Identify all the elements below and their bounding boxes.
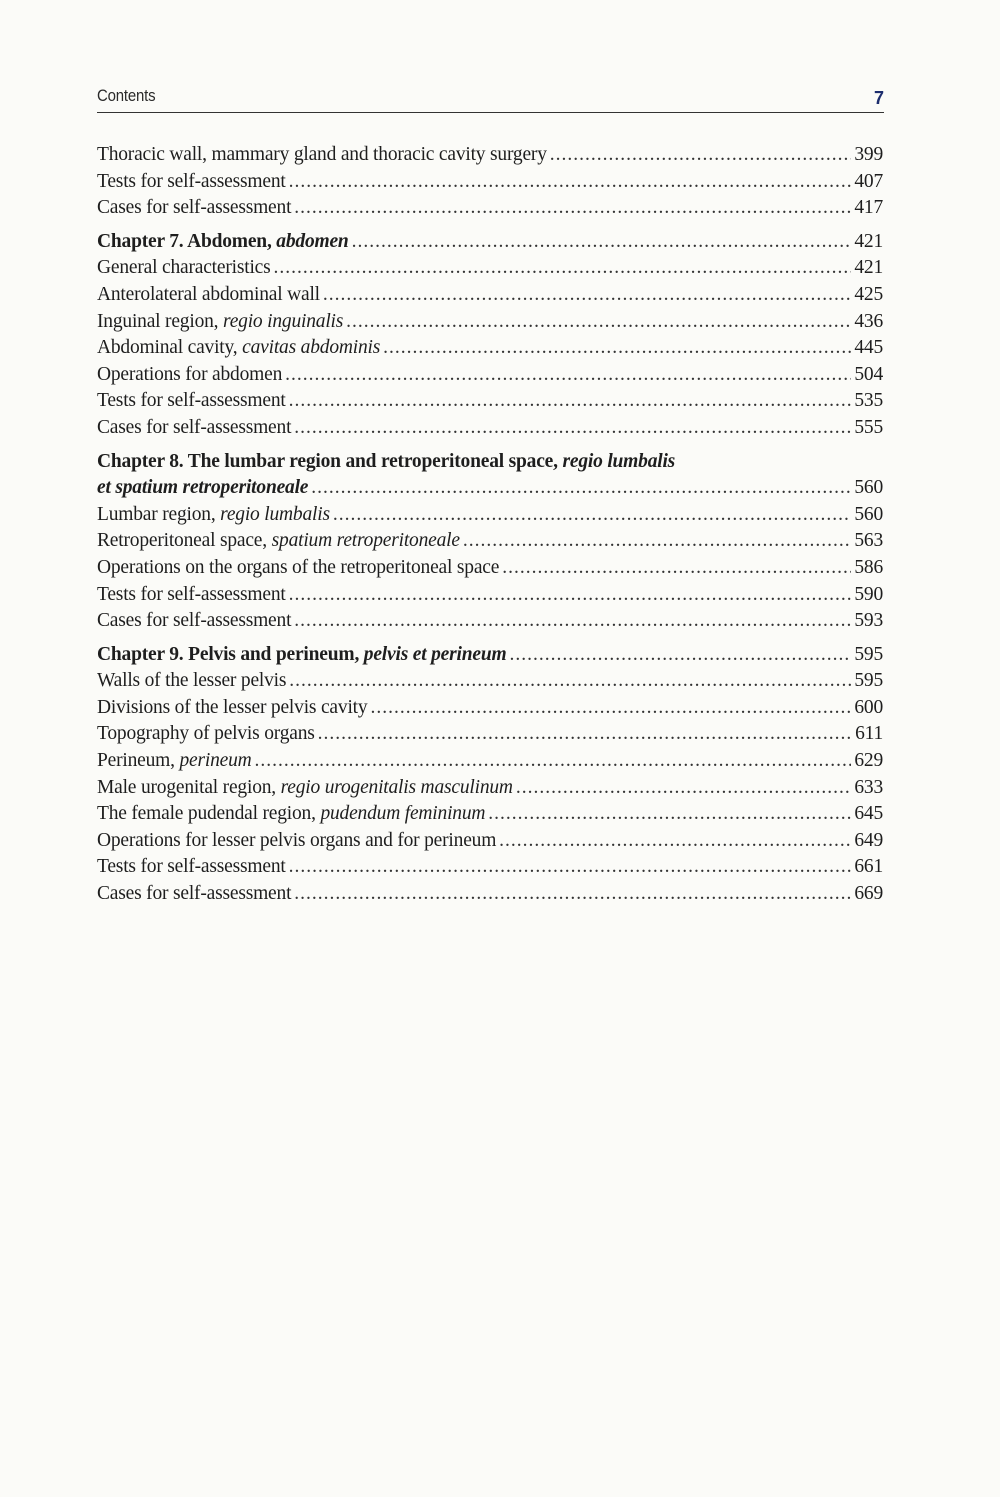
toc-entry-label: Tests for self-assessment bbox=[97, 390, 286, 412]
toc-entry bbox=[97, 309, 883, 336]
toc-entry-page: 504 bbox=[854, 363, 883, 385]
dot-leader bbox=[311, 475, 851, 502]
toc-entry-label: Abdominal cavity, cavitas abdominis bbox=[97, 337, 381, 359]
dot-leader bbox=[289, 668, 851, 695]
toc-chapter-8-line-1: Chapter 8. The lumbar region and retroperitoneal space, regio lumbalis bbox=[97, 450, 676, 472]
header-title: Contents bbox=[97, 86, 156, 105]
toc-entry-page: 669 bbox=[854, 883, 883, 905]
toc-entry-label: Male urogenital region, regio urogenitalis masculinum bbox=[97, 776, 513, 798]
table-of-contents bbox=[97, 142, 883, 908]
toc-entry-page: 563 bbox=[854, 530, 883, 552]
toc-entry-page: 661 bbox=[854, 856, 883, 878]
dot-leader bbox=[516, 775, 852, 802]
dot-leader bbox=[463, 528, 852, 555]
toc-entry-page: 586 bbox=[854, 556, 883, 578]
toc-entry-page: 399 bbox=[854, 144, 883, 165]
toc-entry-page: 633 bbox=[854, 776, 883, 798]
toc-entry-label: Lumbar region, regio lumbalis bbox=[97, 503, 330, 525]
toc-entry bbox=[97, 362, 883, 389]
toc-entry-page: 421 bbox=[854, 257, 883, 279]
toc-entry bbox=[97, 502, 883, 529]
toc-entry bbox=[97, 828, 883, 855]
running-header bbox=[97, 84, 884, 113]
dot-leader bbox=[289, 582, 852, 609]
chapter-title: Chapter 9. Pelvis and perineum, pelvis et perineum bbox=[97, 643, 507, 665]
toc-entry-label: Cases for self-assessment bbox=[97, 197, 292, 219]
toc-entry-label: Retroperitoneal space, spatium retroperitoneale bbox=[97, 530, 460, 552]
dot-leader bbox=[294, 608, 851, 635]
dot-leader bbox=[550, 142, 852, 169]
dot-leader bbox=[294, 881, 851, 908]
toc-entry-label: Operations for abdomen bbox=[97, 363, 283, 385]
toc-entry bbox=[97, 195, 883, 222]
toc-entry bbox=[97, 255, 883, 282]
toc-entry bbox=[97, 695, 883, 722]
toc-entry-page: 407 bbox=[854, 170, 883, 192]
dot-leader bbox=[488, 801, 851, 828]
toc-entry-label: Tests for self-assessment bbox=[97, 583, 286, 605]
dot-leader bbox=[318, 721, 852, 748]
toc-entry-label: Anterolateral abdominal wall bbox=[97, 283, 320, 305]
toc-entry-page: 421 bbox=[854, 230, 883, 252]
toc-entry-label: Operations for lesser pelvis organs and for perineum bbox=[97, 829, 497, 851]
toc-entry-label: Divisions of the lesser pelvis cavity bbox=[97, 696, 368, 718]
toc-entry-label: Cases for self-assessment bbox=[97, 610, 292, 632]
toc-entry bbox=[97, 335, 883, 362]
toc-entry-label: Perineum, perineum bbox=[97, 750, 252, 772]
toc-entry-label: Tests for self-assessment bbox=[97, 170, 286, 192]
dot-leader bbox=[285, 362, 851, 389]
toc-entry-label: The female pudendal region, pudendum femininum bbox=[97, 803, 486, 825]
dot-leader bbox=[294, 415, 851, 442]
toc-entry-page: 560 bbox=[854, 503, 883, 525]
toc-chapter-7 bbox=[97, 229, 883, 256]
toc-entry-page: 555 bbox=[854, 416, 883, 438]
toc-entry-page: 436 bbox=[854, 310, 883, 332]
dot-leader bbox=[289, 854, 852, 881]
toc-entry bbox=[97, 528, 883, 555]
toc-entry-page: 611 bbox=[855, 723, 883, 745]
dot-leader bbox=[383, 335, 851, 362]
toc-entry-page: 560 bbox=[854, 477, 883, 499]
dot-leader bbox=[289, 169, 852, 196]
toc-entry-label: General characteristics bbox=[97, 257, 271, 279]
toc-entry-page: 595 bbox=[854, 670, 883, 692]
toc-entry-label: Inguinal region, regio inguinalis bbox=[97, 310, 344, 332]
dot-leader bbox=[352, 229, 852, 256]
dot-leader bbox=[502, 555, 851, 582]
toc-entry-page: 445 bbox=[854, 337, 883, 359]
toc-entry-label: Thoracic wall, mammary gland and thoracic cavity surgery bbox=[97, 144, 547, 165]
toc-entry-label: Cases for self-assessment bbox=[97, 416, 292, 438]
dot-leader bbox=[333, 502, 851, 529]
toc-entry bbox=[97, 608, 883, 635]
toc-entry-page: 417 bbox=[854, 197, 883, 219]
toc-entry-label: Tests for self-assessment bbox=[97, 856, 286, 878]
page-number: 7 bbox=[873, 88, 884, 108]
toc-entry-page: 593 bbox=[854, 610, 883, 632]
dot-leader bbox=[255, 748, 852, 775]
toc-entry-page: 629 bbox=[854, 750, 883, 772]
toc-entry bbox=[97, 142, 883, 169]
dot-leader bbox=[509, 642, 851, 669]
toc-entry-label: Topography of pelvis organs bbox=[97, 723, 315, 745]
toc-entry bbox=[97, 415, 883, 442]
toc-entry bbox=[97, 582, 883, 609]
toc-chapter-9 bbox=[97, 642, 883, 669]
dot-leader bbox=[323, 282, 851, 309]
toc-entry-page: 535 bbox=[854, 390, 883, 412]
toc-chapter-8-line-2 bbox=[97, 475, 883, 502]
toc-entry bbox=[97, 169, 883, 196]
dot-leader bbox=[274, 255, 852, 282]
toc-entry-label: Cases for self-assessment bbox=[97, 883, 292, 905]
toc-entry bbox=[97, 854, 883, 881]
toc-entry bbox=[97, 668, 883, 695]
dot-leader bbox=[370, 695, 851, 722]
chapter-title: et spatium retroperitoneale bbox=[97, 477, 309, 499]
toc-entry-page: 595 bbox=[854, 643, 883, 665]
chapter-title: Chapter 7. Abdomen, abdomen bbox=[97, 230, 349, 252]
toc-entry bbox=[97, 881, 883, 908]
toc-entry bbox=[97, 775, 883, 802]
dot-leader bbox=[289, 388, 852, 415]
toc-entry-page: 600 bbox=[854, 696, 883, 718]
toc-entry bbox=[97, 748, 883, 775]
toc-entry-page: 590 bbox=[854, 583, 883, 605]
dot-leader bbox=[499, 828, 851, 855]
toc-entry-label: Walls of the lesser pelvis bbox=[97, 670, 287, 692]
toc-entry-page: 425 bbox=[854, 283, 883, 305]
toc-entry-page: 649 bbox=[854, 829, 883, 851]
toc-entry-label: Operations on the organs of the retroperitoneal space bbox=[97, 556, 500, 578]
toc-entry bbox=[97, 801, 883, 828]
toc-entry-page: 645 bbox=[854, 803, 883, 825]
dot-leader bbox=[346, 309, 851, 336]
toc-entry bbox=[97, 282, 883, 309]
toc-entry bbox=[97, 388, 883, 415]
toc-entry bbox=[97, 721, 883, 748]
dot-leader bbox=[294, 195, 851, 222]
toc-entry bbox=[97, 555, 883, 582]
